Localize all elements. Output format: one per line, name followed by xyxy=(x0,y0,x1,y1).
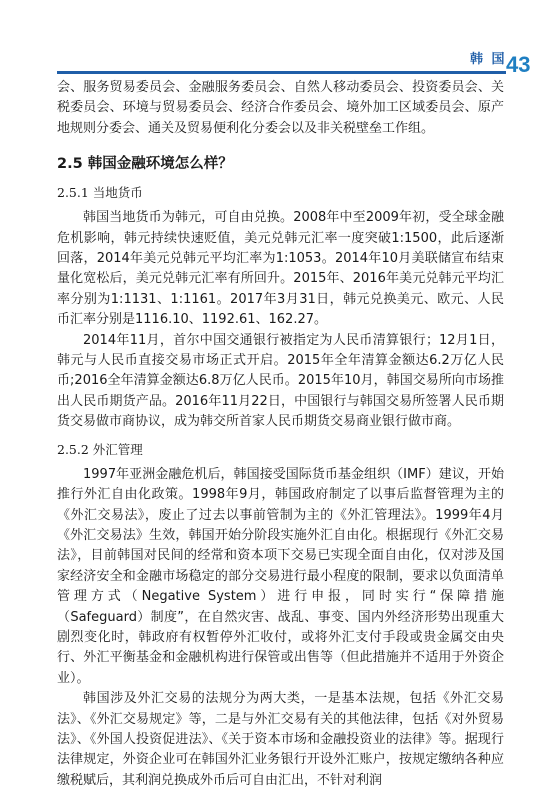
page-body xyxy=(57,78,504,791)
subsection-heading-forex: 2.5.2 外汇管理 xyxy=(57,441,143,457)
section-heading: 2.5 韩国金融环境怎么样？ xyxy=(57,156,233,173)
paragraph-forex-2: 韩国涉及外汇交易的法规分为两大类，一是基本法规，包括《外汇交易法》、《外汇交易规定》等，二是与外汇交易有关的其他法律，包括《对外贸易法》、《外国人投资促进法》、《关于资本市场和金融投资业的法律》等。据现行法律规定，外资企业可在韩国外汇业务银行开设外汇账户，按规定缴纳各种应缴税赋后，其利润兑换成外币后可自由汇出，不针对利润 xyxy=(57,691,504,788)
page-number: 43 xyxy=(506,52,531,77)
page-header xyxy=(0,0,559,80)
subsection-heading-currency: 2.5.1 当地货币 xyxy=(57,185,143,201)
paragraph-forex-1: 1997年亚洲金融危机后，韩国接受国际货币基金组织（IMF）建议，开始推行外汇自由化政策。1998年9月，韩国政府制定了以事后监督管理为主的《外汇交易法》，废止了过去以事前管制为主的《外汇管理法》。1999年4月《外汇交易法》生效，韩国开始分阶段实施外汇自由化。根据现行《外汇交易法》，目前韩国对民间的经常和资本项下交易已实现全面自由化，仅对涉及国家经济安全和金融市场稳定的部分交易进行最小程度的限制，要求以负面清单管理方式（Negative System）进行申报，同时实行“保障措施（Safeguard）制度”，在自然灾害、战乱、事变、国内外经济形势出现重大剧烈变化时，韩政府有权暂停外汇收付，或将外汇支付手段或贵金属交由央行、外汇平衡基金和金融机构进行保管或出售等（但此措施并不适用于外资企业）。 xyxy=(57,466,504,686)
header-rule xyxy=(57,71,497,74)
running-header-title: 韩 国 xyxy=(470,52,507,67)
paragraph-currency-2: 2014年11月，首尔中国交通银行被指定为人民币清算银行；12月1日，韩元与人民币直接交易市场正式开启。2015年全年清算金额达6.2万亿人民币;2016全年清算金额达6.8万亿人民币。2015年10月，韩国交易所向市场推出人民币期货产品。2016年11月22日，中国银行与韩国交易所签署人民币期货交易做市商协议，成为韩交所首家人民币期货交易商业银行做市商。 xyxy=(57,332,504,430)
intro-paragraph: 会、服务贸易委员会、金融服务委员会、自然人移动委员会、投资委员会、关税委员会、环境与贸易委员会、经济合作委员会、境外加工区域委员会、原产地规则分委会、通关及贸易便利化分委会以及非关税壁垒工作组。 xyxy=(57,80,504,136)
header-rule-accent xyxy=(497,71,506,74)
paragraph-currency-1: 韩国当地货币为韩元，可自由兑换。2008年中至2009年初，受全球金融危机影响，韩元持续快速贬值，美元兑韩元汇率一度突破1:1500，此后逐渐回落，2014年美元兑韩元平均汇率为1:1053。2014年10月美联储宣布结束量化宽松后，美元兑韩元汇率有所回升。2015年、2016年美元兑韩元平均汇率分别为1:1131、1:1161。2017年3月31日，韩元兑换美元、欧元、人民币汇率分别是1116.10、1192.61、162.27。 xyxy=(57,210,504,328)
